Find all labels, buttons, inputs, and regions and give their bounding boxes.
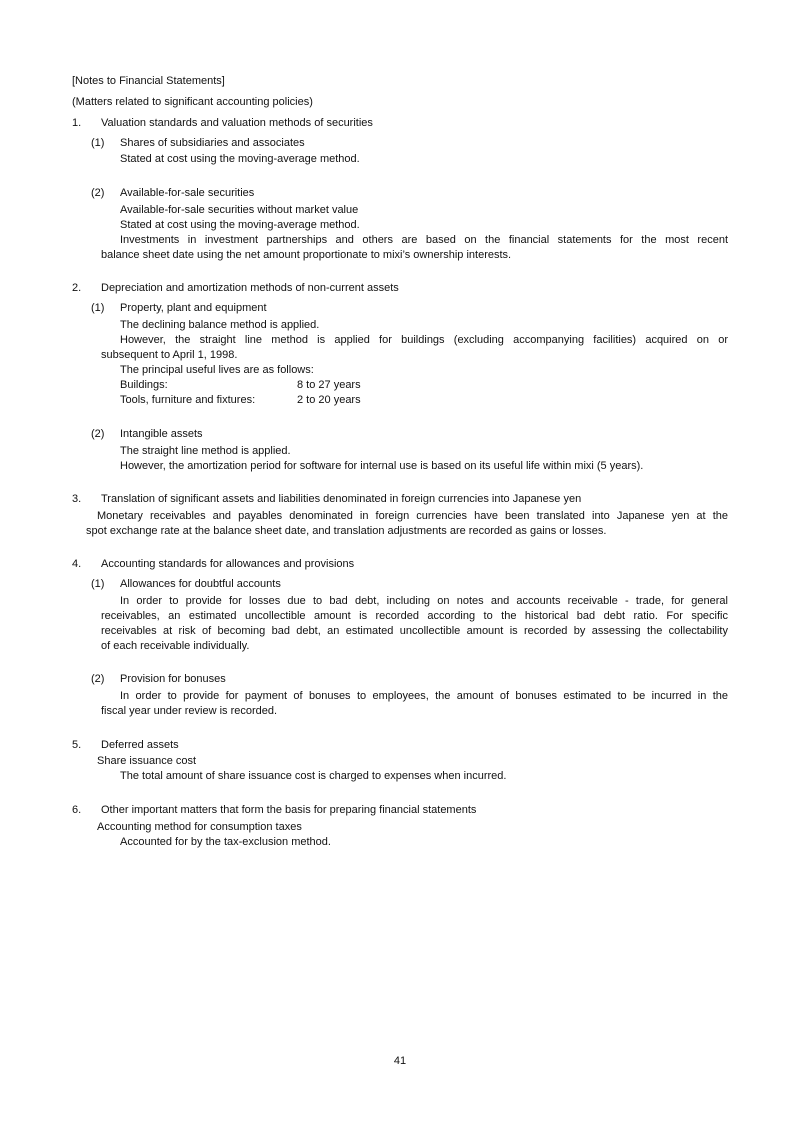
- notes-title: [Notes to Financial Statements]: [72, 75, 225, 87]
- buildings-label: Buildings:: [120, 379, 168, 391]
- section-4-2-line-1: In order to provide for payment of bonuses to employees, the amount of bonuses estimated to be incurred in the: [120, 690, 728, 702]
- section-2-2-number: (2): [91, 428, 105, 440]
- section-3-paragraph-rest: spot exchange rate at the balance sheet date, and translation adjustments are recorded as gains or losses.: [86, 525, 607, 537]
- section-3-number: 3.: [72, 493, 82, 505]
- section-1-1-title: Shares of subsidiaries and associates: [120, 137, 305, 149]
- section-2-1-title: Property, plant and equipment: [120, 302, 267, 314]
- section-2-1-paragraph-first: However, the straight line method is applied for buildings (excluding accompanying facilities) acquired on or: [120, 334, 728, 346]
- section-4-2-title: Provision for bonuses: [120, 673, 226, 685]
- section-1-1-text: Stated at cost using the moving-average method.: [120, 153, 360, 165]
- section-4-1-line-3: receivables at risk of becoming bad debt, an estimated uncollectible amount is recorded by assessing the collectability: [101, 625, 728, 637]
- section-2-2-line-1: The straight line method is applied.: [120, 445, 291, 457]
- section-6-title: Other important matters that form the basis for preparing financial statements: [101, 804, 477, 816]
- section-5-subtitle: Share issuance cost: [97, 755, 197, 767]
- section-2-title: Depreciation and amortization methods of non-current assets: [101, 282, 399, 294]
- section-2-1-number: (1): [91, 302, 105, 314]
- section-2-2-line-2: However, the amortization period for software for internal use is based on its useful life within mixi (5 years).: [120, 460, 644, 472]
- section-1-2-number: (2): [91, 187, 105, 199]
- section-5-title: Deferred assets: [101, 739, 179, 751]
- section-1-2-paragraph-rest: balance sheet date using the net amount proportionate to mixi’s ownership interests.: [101, 249, 512, 261]
- section-1-2-line-2: Stated at cost using the moving-average method.: [120, 219, 360, 231]
- tools-value: 2 to 20 years: [297, 394, 361, 406]
- section-2-2-title: Intangible assets: [120, 428, 203, 440]
- buildings-value: 8 to 27 years: [297, 379, 361, 391]
- section-5-text: The total amount of share issuance cost is charged to expenses when incurred.: [120, 770, 507, 782]
- policies-title: (Matters related to significant accounting policies): [72, 96, 313, 108]
- section-5-number: 5.: [72, 739, 82, 751]
- section-3-paragraph-first: Monetary receivables and payables denominated in foreign currencies have been translated into Japanese yen at the: [97, 510, 728, 522]
- section-4-1-line-2: receivables, an estimated uncollectible amount is recorded according to the historical bad debt ratio. For specific: [101, 610, 728, 622]
- section-1-1-number: (1): [91, 137, 105, 149]
- section-4-2-number: (2): [91, 673, 105, 685]
- section-2-1-paragraph-rest: subsequent to April 1, 1998.: [101, 349, 238, 361]
- section-2-1-line-1: The declining balance method is applied.: [120, 319, 320, 331]
- section-6-text: Accounted for by the tax-exclusion method.: [120, 836, 331, 848]
- section-6-number: 6.: [72, 804, 82, 816]
- section-1-2-paragraph-first: Investments in investment partnerships and others are based on the financial statements for the most recent: [120, 234, 728, 246]
- section-4-title: Accounting standards for allowances and provisions: [101, 558, 355, 570]
- section-4-1-line-1: In order to provide for losses due to bad debt, including on notes and accounts receivable - trade, for general: [120, 595, 728, 607]
- section-1-title: Valuation standards and valuation methods of securities: [101, 117, 373, 129]
- section-1-number: 1.: [72, 117, 82, 129]
- section-4-1-title: Allowances for doubtful accounts: [120, 578, 281, 590]
- section-1-2-line-1: Available-for-sale securities without market value: [120, 204, 359, 216]
- section-6-subtitle: Accounting method for consumption taxes: [97, 821, 302, 833]
- tools-label: Tools, furniture and fixtures:: [120, 394, 256, 406]
- section-4-1-number: (1): [91, 578, 105, 590]
- section-4-number: 4.: [72, 558, 82, 570]
- useful-lives-intro: The principal useful lives are as follows:: [120, 364, 314, 376]
- section-1-2-title: Available-for-sale securities: [120, 187, 255, 199]
- section-4-1-line-4: of each receivable individually.: [101, 640, 250, 652]
- section-2-number: 2.: [72, 282, 82, 294]
- page-number: 41: [393, 1055, 407, 1067]
- section-3-title: Translation of significant assets and liabilities denominated in foreign currencies into Japanese yen: [101, 493, 582, 505]
- section-4-2-line-2: fiscal year under review is recorded.: [101, 705, 278, 717]
